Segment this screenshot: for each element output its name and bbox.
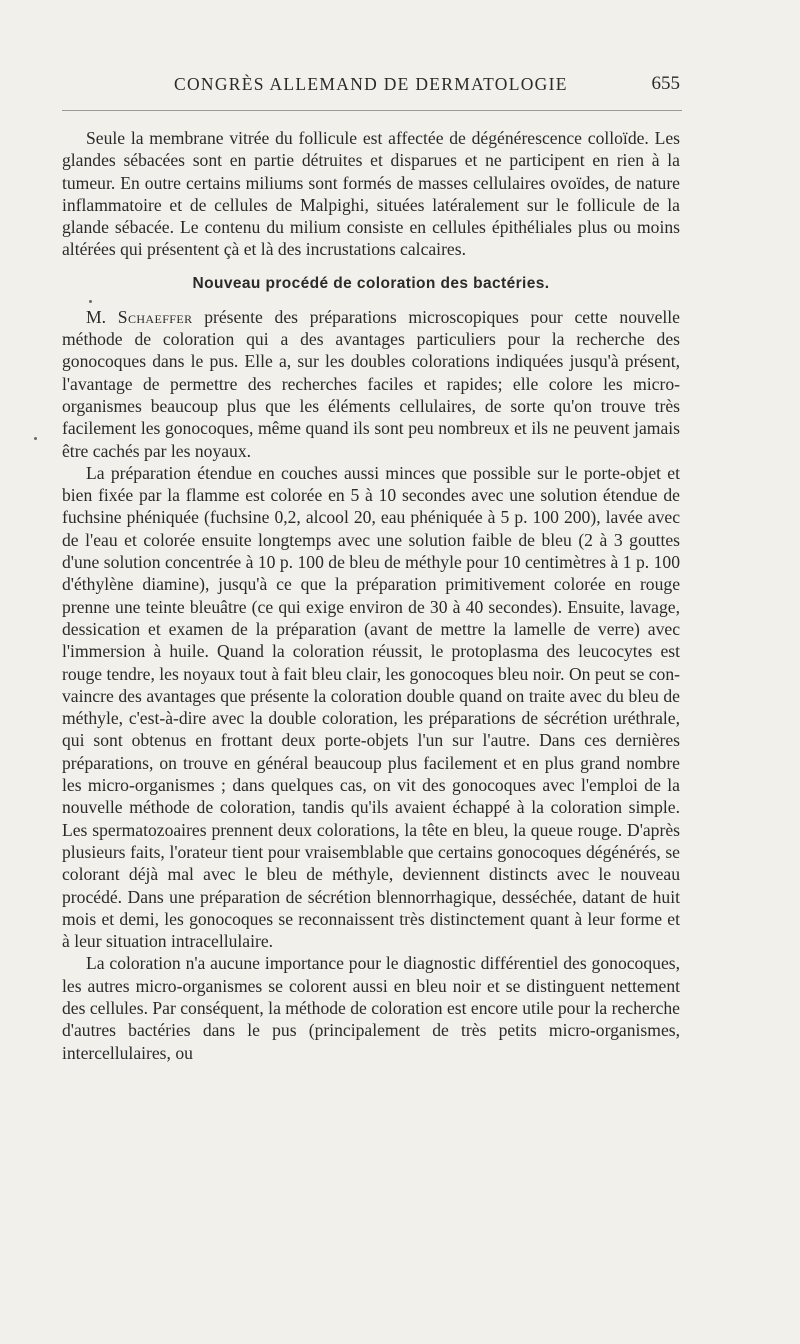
paragraph-preparation: La préparation étendue en couches aussi minces que possible sur le porte-objet et bien fixée par la flamme est colorée en 5 à 10 secondes avec une solution étendue de fuchsine phéniquée (fuchsine 0,2, alcool 20, eau phéniquée à 5 p. 100 200), lavée avec de l'eau et colorée ensuite longtemps avec une solution faible de bleu (2 à 3 gouttes d'une solution concentrée à 10 p. 100 de bleu de méthyle pour 10 centimètres à 1 p. 100 d'éthylène diamine), jusqu'à ce que la préparation primitivement colorée en rouge prenne une teinte bleuâtre (ce qui exige environ de 30 à 40 secondes). Ensuite, lavage, dessication et examen de la préparation (avant de mettre la lamelle de verre) avec l'immersion à huile. Quand la coloration réussit, le protoplasma des leucocytes est rouge tendre, les noyaux tout à fait bleu clair, les gonocoques bleu noir. On peut se convaincre des avantages que présente la coloration double quand on traite avec du bleu de méthyle, c'est-à-dire avec la double coloration, les préparations de sécrétion uréthrale, qui sont obtenus en frottant deux porte-objets l'un sur l'autre. Dans ces dernières préparations, on trouve en général beaucoup plus facilement et en plus grand nombre les micro-organismes ; dans quelques cas, on vit des gonocoques avec l'emploi de la nouvelle méthode de coloration, tandis qu'ils avaient échappé à la coloration simple. Les spermatozoaires prennent deux colorations, la tête en bleu, la queue rouge. D'après plusieurs faits, l'orateur tient pour vraisemblable que certains gonocoques dégénérés, se colorant déjà mal avec le bleu de méthyle, deviennent distincts avec le nouveau procédé. Dans une préparation de sécrétion blennorrhagique, desséchée, datant de huit mois et demi, les gonocoques se reconnaissent très distinctement quant à leur forme et à leur situation intracellulaire.: [62, 462, 680, 952]
paragraph-schaeffer: [62, 306, 680, 462]
paragraph-schaeffer-text: présente des préparations microscopiques pour cette nouvelle méthode de coloration qui a des avantages particuliers pour la recherche des gonocoques dans le pus. Elle a, sur les doubles colorations indiquées jusqu'à présent, l'avantage de permettre des recherches faciles et rapides; elle colore les micro-organismes beaucoup plus que les éléments cellulaires, de sorte qu'on trouve très facilement les gonocoques, même quand ils sont peu nombreux et ils ne peuvent jamais être cachés par les noyaux.: [62, 306, 680, 461]
ink-speck: [89, 300, 92, 303]
running-head: [62, 74, 684, 100]
body-text: [62, 127, 680, 1064]
speaker-name: Schaeffer: [117, 306, 193, 327]
running-title: CONGRÈS ALLEMAND DE DERMATOLOGIE: [174, 74, 568, 94]
section-heading: Nouveau procédé de coloration des bactéries.: [192, 274, 550, 292]
paragraph-sebaceous: Seule la membrane vitrée du follicule est affectée de dégénérescence colloïde. Les glandes sébacées sont en partie détruites et disparues et ne participent en rien à la tumeur. En outre certains miliums sont formés de masses cellulaires ovoïdes, de nature inflammatoire et de cellules de Malpighi, situées latéralement sur le follicule de la glande sébacée. Le contenu du milium consiste en cellules épithéliales plus ou moins altérées qui présentent çà et là des incrustations calcaires.: [62, 128, 680, 260]
paragraph-diagnostic: La coloration n'a aucune importance pour le diagnostic différentiel des gonocoques, les autres micro-organismes se colorent aussi en bleu noir et se distinguent nettement des cellules. Par conséquent, la méthode de coloration est encore utile pour la recherche d'autres bactéries dans le pus (principalement de très petits micro-organismes, intercellulaires, ou: [62, 953, 680, 1063]
page-number: 655: [651, 73, 680, 94]
speaker-prefix: M.: [86, 306, 118, 327]
header-rule: [62, 110, 682, 111]
ink-speck: [34, 437, 37, 440]
